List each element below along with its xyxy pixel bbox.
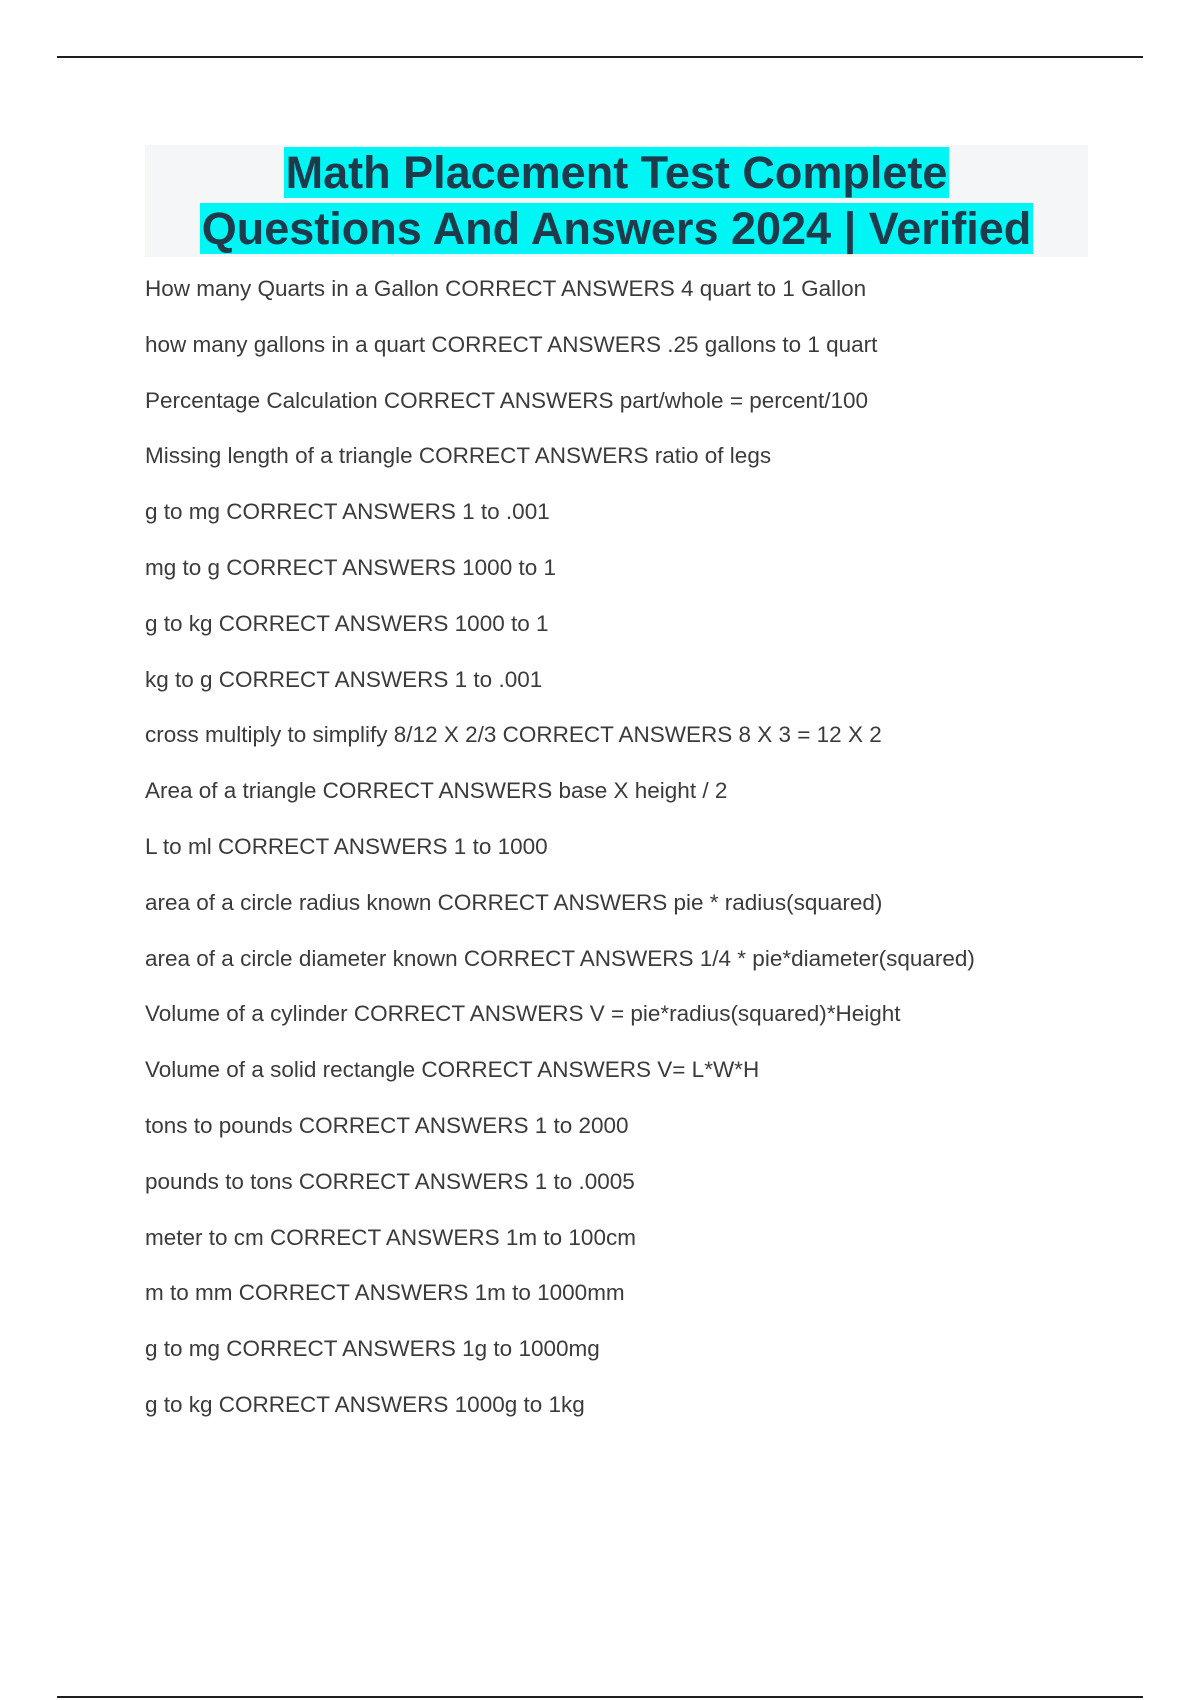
qa-item: m to mm CORRECT ANSWERS 1m to 1000mm <box>145 1280 625 1306</box>
top-rule <box>57 56 1143 58</box>
bottom-rule <box>57 1696 1143 1698</box>
qa-item: How many Quarts in a Gallon CORRECT ANSWERS 4 quart to 1 Gallon <box>145 276 867 301</box>
qa-item: cross multiply to simplify 8/12 X 2/3 CORRECT ANSWERS 8 X 3 = 12 X 2 <box>145 722 882 748</box>
qa-item: g to mg CORRECT ANSWERS 1g to 1000mg <box>145 1336 600 1362</box>
document-title <box>145 145 1088 257</box>
qa-item: Volume of a cylinder CORRECT ANSWERS V = pie*radius(squared)*Height <box>145 1001 901 1027</box>
title-line-1 <box>145 145 1088 201</box>
qa-item: g to mg CORRECT ANSWERS 1 to .001 <box>145 499 550 525</box>
qa-item: Missing length of a triangle CORRECT ANSWERS ratio of legs <box>145 443 772 469</box>
qa-item: Percentage Calculation CORRECT ANSWERS part/whole = percent/100 <box>145 387 869 413</box>
qa-item: pounds to tons CORRECT ANSWERS 1 to .0005 <box>145 1168 635 1194</box>
qa-item: g to kg CORRECT ANSWERS 1000 to 1 <box>145 610 549 636</box>
qa-item: tons to pounds CORRECT ANSWERS 1 to 2000 <box>145 1112 629 1138</box>
qa-item: g to kg CORRECT ANSWERS 1000g to 1kg <box>145 1391 585 1417</box>
qa-item: Area of a triangle CORRECT ANSWERS base X height / 2 <box>145 778 728 804</box>
title-line-2 <box>145 201 1088 257</box>
question-answer-list <box>145 276 1105 1448</box>
title-line-1-text: Math Placement Test Complete <box>285 147 948 198</box>
qa-item: area of a circle diameter known CORRECT ANSWERS 1/4 * pie*diameter(squared) <box>145 945 975 971</box>
qa-item: kg to g CORRECT ANSWERS 1 to .001 <box>145 666 543 692</box>
qa-item: L to ml CORRECT ANSWERS 1 to 1000 <box>145 833 548 859</box>
qa-item: mg to g CORRECT ANSWERS 1000 to 1 <box>145 554 556 580</box>
qa-item: meter to cm CORRECT ANSWERS 1m to 100cm <box>145 1224 636 1250</box>
title-line-2-text: Questions And Answers 2024 | Verified <box>201 203 1032 254</box>
qa-item: Volume of a solid rectangle CORRECT ANSWERS V= L*W*H <box>145 1057 760 1083</box>
qa-item: how many gallons in a quart CORRECT ANSWERS .25 gallons to 1 quart <box>145 331 878 357</box>
qa-item: area of a circle radius known CORRECT ANSWERS pie * radius(squared) <box>145 889 883 915</box>
